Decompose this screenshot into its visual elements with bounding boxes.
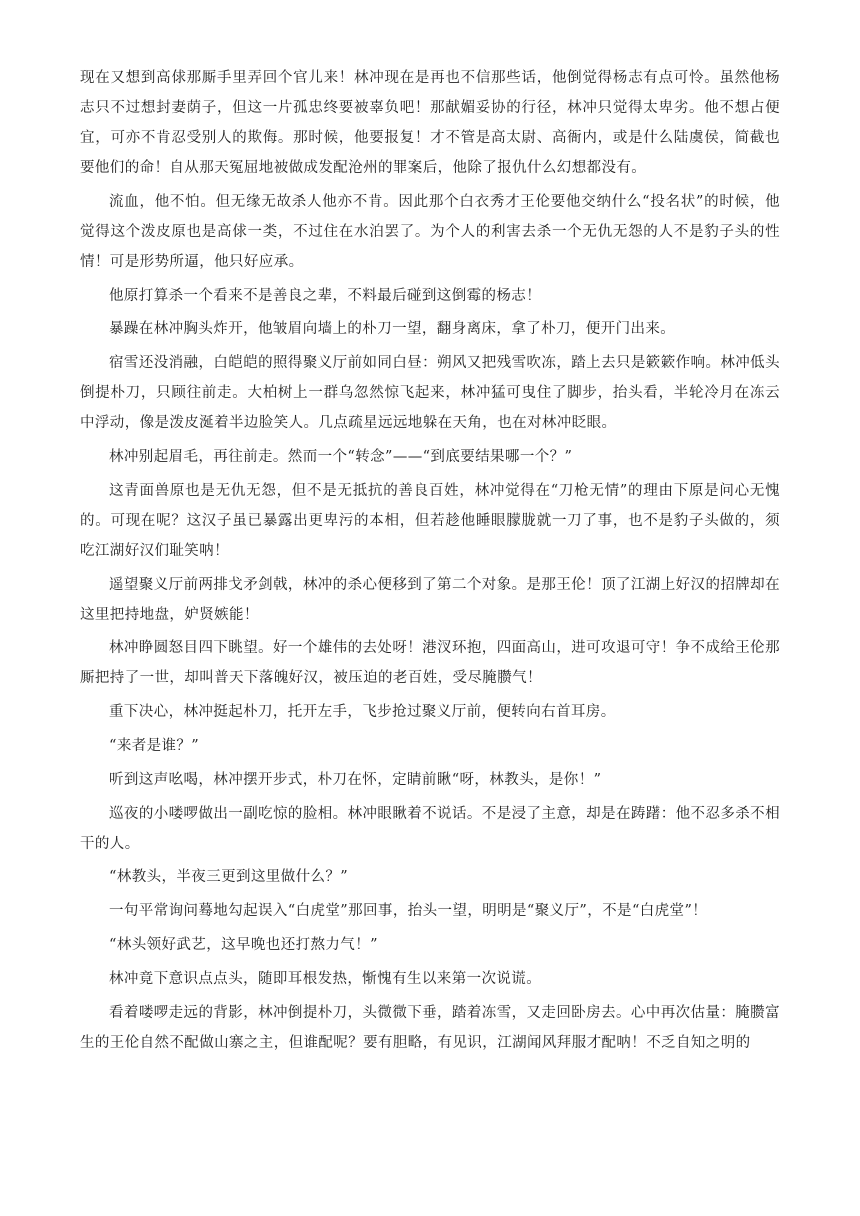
document-body xyxy=(80,63,780,1061)
paragraph: 听到这声吆喝，林冲摆开步式，朴刀在怀，定睛前瞅“呀，林教头，是你！” xyxy=(109,771,602,788)
paragraph: 暴躁在林冲胸头炸开，他皱眉向墙上的朴刀一望，翻身离床，拿了朴刀，便开门出来。 xyxy=(109,321,676,338)
paragraph: 重下决心，林冲挺起朴刀，托开左手，飞步抢过聚义厅前，便转向右首耳房。 xyxy=(109,704,616,721)
paragraph: 一句平常询问蓦地勾起误入“白虎堂”那回事，抬头一望，明明是“聚义厅”，不是“白虎堂”！ xyxy=(109,903,708,920)
paragraph: 看着喽啰走远的背影，林冲倒提朴刀，头微微下垂，踏着冻雪，又走回卧房去。心中再次估量：腌臜富生的王伦自然不配做山寨之主，但谁配呢？要有胆略，有见识，江湖闻风拜服才配呐！不乏自知之明的 xyxy=(80,1004,780,1051)
paragraph: 这青面兽原也是无仇无怨，但不是无抵抗的善良百姓，林冲觉得在“刀枪无情”的理由下原是问心无愧的。可现在呢？这汉子虽已暴露出更卑污的本相，但若趁他睡眼朦胧就一刀了事，也不是豹子头做的，须吃江湖好汉们耻笑呐！ xyxy=(80,482,780,559)
paragraph: 林冲竟下意识点点头，随即耳根发热，惭愧有生以来第一次说谎。 xyxy=(109,970,542,987)
paragraph: “来者是谁？” xyxy=(109,737,200,754)
paragraph: 遥望聚义厅前两排戈矛剑戟，林冲的杀心便移到了第二个对象。是那王伦！顶了江湖上好汉的招牌却在这里把持地盘，妒贤嫉能！ xyxy=(80,576,780,623)
paragraph: 现在又想到高俅那厮手里弄回个官儿来！林冲现在是再也不信那些话，他倒觉得杨志有点可怜。虽然他杨志只不过想封妻荫子，但这一片孤忠终要被辜负吧！那献媚妥协的行径，林冲只觉得太卑劣。他不想占便宜，可亦不肯忍受别人的欺侮。那时候，他要报复！才不管是高太尉、高衙内，或是什么陆虞侯，简截也要他们的命！自从那天冤屈地被做成发配沧州的罪案后，他除了报仇什么幻想都没有。 xyxy=(80,70,780,176)
paragraph: 林冲睁圆怒目四下眺望。好一个雄伟的去处呀！港汊环抱，四面高山，进可攻退可守！争不成给王伦那厮把持了一世，却叫普天下落魄好汉，被压迫的老百姓，受尽腌臜气！ xyxy=(80,640,780,687)
paragraph: 宿雪还没消融，白皑皑的照得聚义厅前如同白昼：朔风又把残雪吹冻，踏上去只是簌簌作响。林冲低头倒提朴刀，只顾往前走。大柏树上一群乌忽然惊飞起来，林冲猛可曳住了脚步，抬头看，半轮冷月在冻云中浮动，像是泼皮涎着半边脸笑人。几点疏星远远地躲在天角，也在对林冲眨眼。 xyxy=(80,355,780,432)
paragraph: “林教头，半夜三更到这里做什么？” xyxy=(109,869,349,886)
paragraph: 他原打算杀一个看来不是善良之辈，不料最后碰到这倒霉的杨志！ xyxy=(109,287,542,304)
paragraph: 流血，他不怕。但无缘无故杀人他亦不肯。因此那个白衣秀才王伦要他交纳什么“投名状”的时候，他觉得这个泼皮原也是高俅一类，不过住在水泊罢了。为个人的利害去杀一个无仇无怨的人不是豹子头的性情！可是形势所逼，他只好应承。 xyxy=(80,193,780,270)
paragraph: 林冲别起眉毛，再往前走。然而一个“转念”——“到底要结果哪一个？” xyxy=(109,448,573,465)
paragraph: 巡夜的小喽啰做出一副吃惊的脸相。林冲眼瞅着不说话。不是浸了主意，却是在踌躇：他不忍多杀不相干的人。 xyxy=(80,805,780,852)
paragraph: “林头领好武艺，这早晚也还打熬力气！” xyxy=(109,936,378,953)
